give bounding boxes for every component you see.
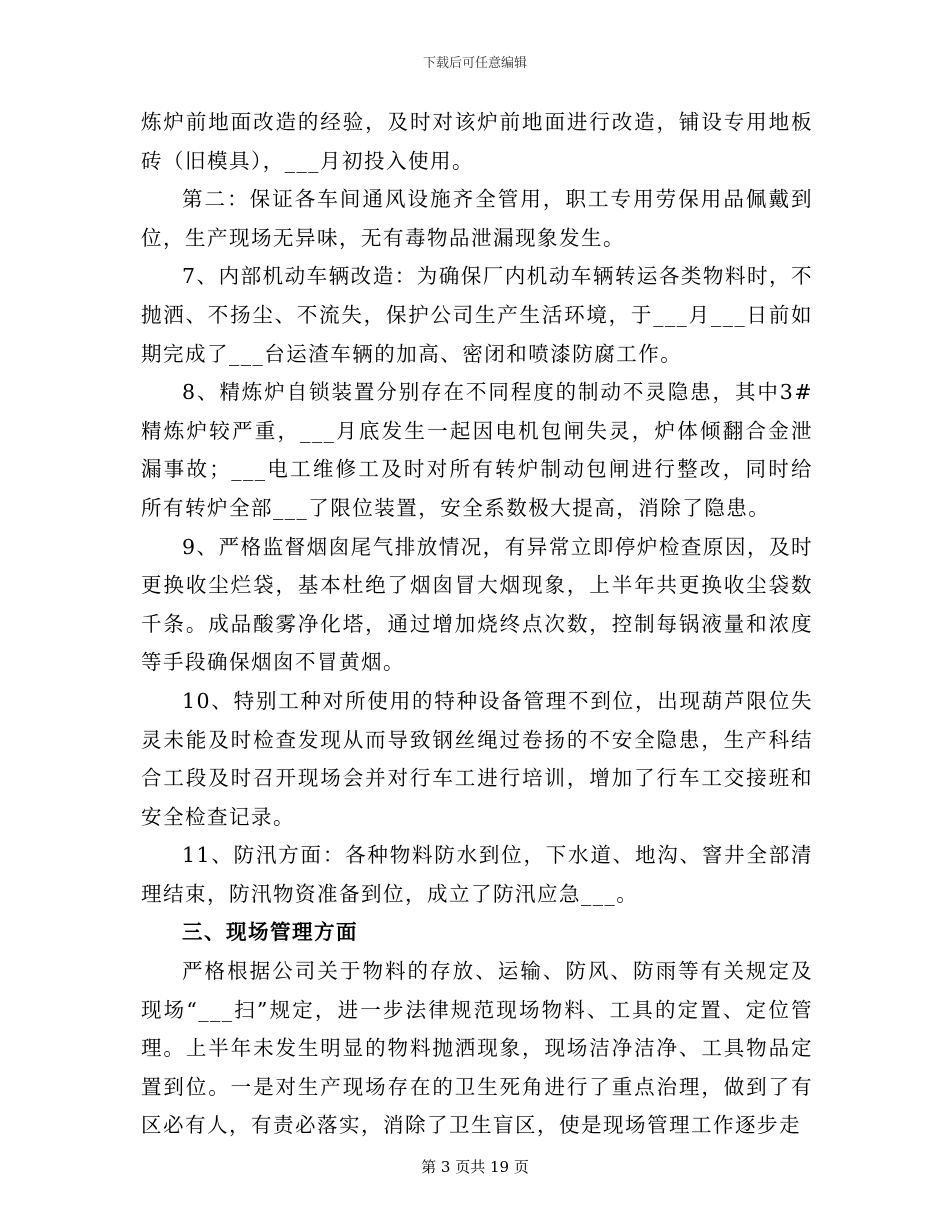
document-body bbox=[141, 103, 813, 1145]
paragraph-continuation: 炼炉前地面改造的经验，及时对该炉前地面进行改造，铺设专用地板砖（旧模具），___月初投入使用。 bbox=[141, 110, 813, 173]
paragraph-site-management: 严格根据公司关于物料的存放、运输、防风、防雨等有关规定及现场“___扫”规定，进一步法律规范现场物料、工具的定置、定位管理。上半年未发生明显的物料抛洒现象，现场洁净洁净、工具物品定置到位。一是对生产现场存在的卫生死角进行了重点治理，做到了有区必有人，有责必落实，消除了卫生盲区，使是现场管理工作逐步走 bbox=[141, 959, 813, 1138]
paragraph-item-10: 10、特别工种对所使用的特种设备管理不到位，出现葫芦限位失灵未能及时检查发现从而导致钢丝绳过卷扬的不安全隐患，生产科结合工段及时召开现场会并对行车工进行培训，增加了行车工交接班和安全检查记录。 bbox=[141, 688, 813, 829]
page-number: 第 3 页共 19 页 bbox=[421, 1158, 529, 1176]
paragraph-item-9: 9、严格监督烟囱尾气排放情况，有异常立即停炉检查原因，及时更换收尘烂袋，基本杜绝了烟囱冒大烟现象，上半年共更换收尘袋数千条。成品酸雾净化塔，通过增加烧终点次数，控制每锅液量和浓度等手段确保烟囱不冒黄烟。 bbox=[141, 534, 813, 675]
paragraph-item-8: 8、精炼炉自锁装置分别存在不同程度的制动不灵隐患，其中3#精炼炉较严重，___月底发生一起因电机包闸失灵，炉体倾翻合金泄漏事故；___电工维修工及时对所有转炉制动包闸进行整改，同时给所有转炉全部___了限位装置，安全系数极大提高，消除了隐患。 bbox=[141, 380, 813, 520]
page-header-note: 下载后可任意编辑 bbox=[422, 56, 527, 71]
paragraph-item-11: 11、防汛方面：各种物料防水到位，下水道、地沟、窨井全部清理结束，防汛物资准备到位，成立了防汛应急___。 bbox=[141, 843, 813, 906]
section-heading: 三、现场管理方面 bbox=[182, 920, 358, 945]
paragraph-item-7: 7、内部机动车辆改造：为确保厂内机动车辆转运各类物料时，不抛洒、不扬尘、不流失，保护公司生产生活环境，于___月___日前如期完成了___台运渣车辆的加高、密闭和喷漆防腐工作。 bbox=[141, 264, 813, 366]
paragraph-item-2: 第二：保证各车间通风设施齐全管用，职工专用劳保用品佩戴到位，生产现场无异味，无有毒物品泄漏现象发生。 bbox=[141, 187, 813, 250]
